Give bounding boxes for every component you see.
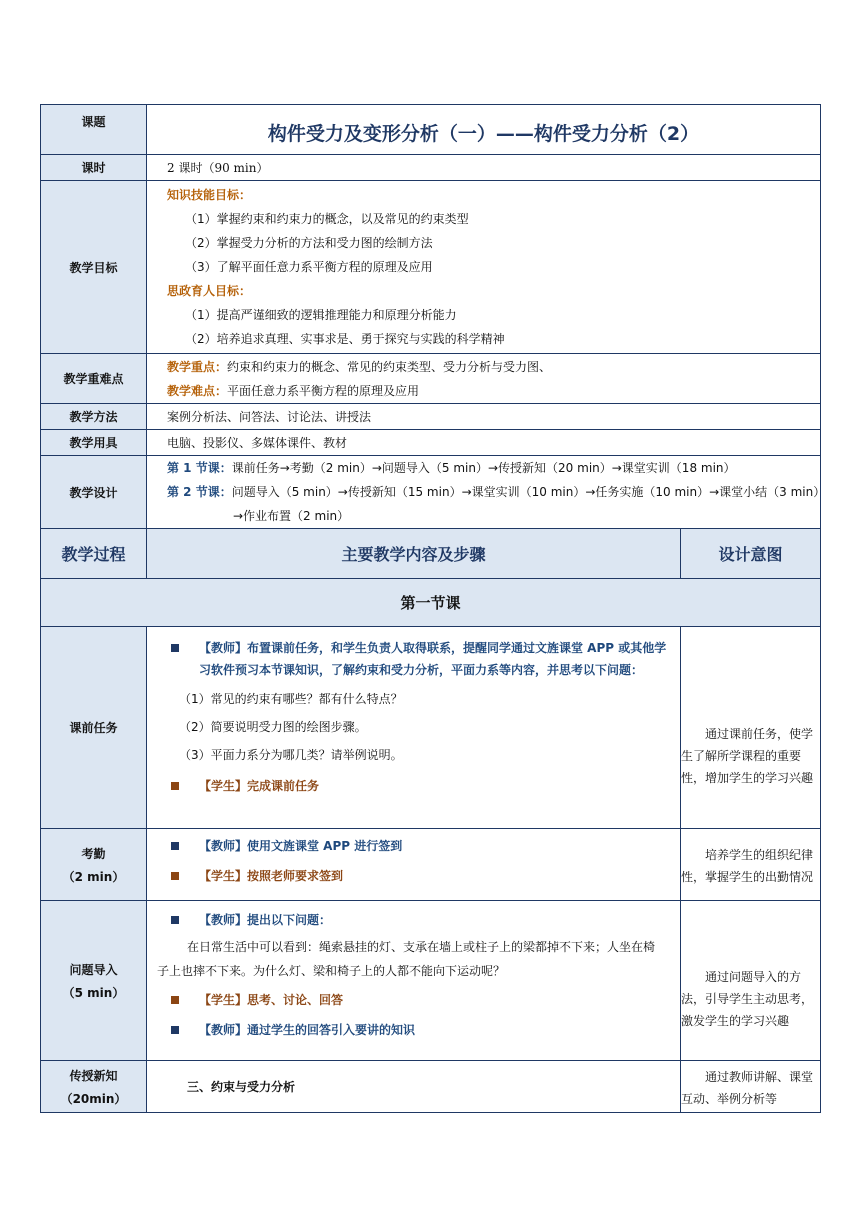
pre-task-intent-text: 通过课前任务，使学生了解所学课程的重要性，增加学生的学习兴趣 — [681, 726, 814, 785]
new-knowledge-label: 传授新知 — [69, 1068, 118, 1083]
square-bullet-icon — [171, 644, 179, 652]
teacher-text: 【教师】提出以下问题： — [199, 913, 332, 927]
tools-label: 教学用具 — [41, 430, 147, 456]
teacher-text: 【教师】通过学生的回答引入要讲的知识 — [199, 1023, 416, 1037]
ideology-item: （2）培养追求真理、实事求是、勇于探究与实践的科学精神 — [185, 332, 505, 346]
knowledge-item: （2）掌握受力分析的方法和受力图的绘制方法 — [185, 236, 433, 250]
design-content — [147, 456, 826, 529]
attendance-intent — [681, 829, 821, 901]
student-text: 【学生】按照老师要求签到 — [199, 869, 344, 883]
square-bullet-icon — [171, 782, 179, 790]
lesson1-label: 第 1 节课： — [167, 461, 232, 475]
intent-col-header: 设计意图 — [681, 529, 821, 579]
intro-paragraph: 在日常生活中可以看到：绳索悬挂的灯、支承在墙上或柱子上的梁都掉不下来；人坐在椅子上也摔不下来。为什么灯、梁和椅子上的人都不能向下运动呢？ — [157, 940, 656, 978]
new-knowledge-heading: 三、约束与受力分析 — [187, 1080, 296, 1094]
ideology-item: （1）提高严谨细致的逻辑推理能力和原理分析能力 — [185, 308, 457, 322]
teacher-text: 【教师】使用文旌课堂 APP 进行签到 — [199, 839, 403, 853]
new-knowledge-time: （20min） — [60, 1091, 127, 1106]
square-bullet-icon — [171, 872, 179, 880]
title-label: 课题 — [81, 115, 106, 129]
student-step — [167, 865, 672, 887]
title-label-cell — [41, 105, 147, 155]
question-item: （2）简要说明受力图的绘图步骤。 — [179, 720, 367, 734]
focus-text: 约束和约束力的概念、常见的约束类型、受力分析与受力图、 — [227, 359, 552, 374]
focus-label: 教学重点： — [167, 359, 228, 374]
knowledge-heading: 知识技能目标： — [167, 188, 252, 202]
intro-time: （5 min） — [62, 985, 125, 1000]
attendance-intent-text: 培养学生的组织纪律性，掌握学生的出勤情况 — [681, 847, 814, 884]
teacher-step — [167, 637, 672, 681]
pre-task-intent — [681, 627, 821, 829]
key-points-content — [147, 354, 821, 404]
tools-value: 电脑、投影仪、多媒体课件、教材 — [147, 430, 821, 456]
student-text: 【学生】思考、讨论、回答 — [199, 993, 344, 1007]
lesson2-text: 问题导入（5 min）→传授新知（15 min）→课堂实训（10 min）→任务实施（10 min）→课堂小结（3 min） — [231, 485, 826, 499]
objectives-label: 教学目标 — [41, 181, 147, 354]
student-step — [157, 989, 672, 1011]
knowledge-item: （3）了解平面任意力系平衡方程的原理及应用 — [185, 260, 433, 274]
methods-label: 教学方法 — [41, 404, 147, 430]
difficulty-label: 教学难点： — [167, 383, 228, 398]
content-col-header: 主要教学内容及步骤 — [147, 529, 681, 579]
process-col-header: 教学过程 — [41, 529, 147, 579]
intro-label-cell — [41, 901, 147, 1061]
square-bullet-icon — [171, 916, 179, 924]
student-text: 【学生】完成课前任务 — [199, 779, 320, 793]
teacher-text: 【教师】布置课前任务，和学生负责人取得联系，提醒同学通过文旌课堂 APP 或其他学习软件预习本节课知识，了解约束和受力分析，平面力系等内容，并思考以下问题： — [199, 641, 667, 677]
intro-intent — [681, 901, 821, 1061]
lesson2-continuation: →作业布置（2 min） — [233, 509, 350, 523]
student-step — [167, 775, 672, 797]
new-knowledge-content — [147, 1061, 681, 1113]
knowledge-item: （1）掌握约束和约束力的概念，以及常见的约束类型 — [185, 212, 469, 226]
new-knowledge-intent-text: 通过教师讲解、课堂互动、举例分析等 — [681, 1069, 814, 1106]
square-bullet-icon — [171, 842, 179, 850]
intro-label: 问题导入 — [69, 962, 118, 977]
attendance-content — [147, 829, 681, 901]
teacher-step — [157, 1019, 672, 1041]
pre-task-label: 课前任务 — [41, 627, 147, 829]
lesson1-text: 课前任务→考勤（2 min）→问题导入（5 min）→传授新知（20 min）→课堂实训（18 min） — [231, 461, 736, 475]
page-title — [147, 105, 821, 155]
section-title: 第一节课 — [41, 579, 821, 627]
design-label: 教学设计 — [41, 456, 147, 529]
lesson-plan-table — [40, 104, 826, 1113]
intro-intent-text: 通过问题导入的方法，引导学生主动思考，激发学生的学习兴趣 — [681, 969, 814, 1028]
lesson2-label: 第 2 节课： — [167, 485, 232, 499]
new-knowledge-label-cell — [41, 1061, 147, 1113]
hours-value: 2 课时（90 min） — [147, 155, 821, 181]
ideology-heading: 思政育人目标： — [167, 284, 252, 298]
hours-label: 课时 — [41, 155, 147, 181]
intro-content — [147, 901, 681, 1061]
square-bullet-icon — [171, 996, 179, 1004]
objectives-content — [147, 181, 821, 354]
methods-value: 案例分析法、问答法、讨论法、讲授法 — [147, 404, 821, 430]
attendance-label: 考勤 — [81, 846, 106, 861]
question-item: （1）常见的约束有哪些？都有什么特点？ — [179, 692, 403, 706]
attendance-time: （2 min） — [62, 869, 125, 884]
square-bullet-icon — [171, 1026, 179, 1034]
attendance-label-cell — [41, 829, 147, 901]
question-item: （3）平面力系分为哪几类？请举例说明。 — [179, 748, 403, 762]
pre-task-content — [147, 627, 681, 829]
page-title-text: 构件受力及变形分析（一）——构件受力分析（2） — [267, 123, 700, 145]
key-points-label: 教学重难点 — [41, 354, 147, 404]
teacher-step — [157, 909, 672, 931]
new-knowledge-intent — [681, 1061, 821, 1113]
teacher-step — [167, 835, 672, 857]
difficulty-text: 平面任意力系平衡方程的原理及应用 — [227, 383, 420, 398]
